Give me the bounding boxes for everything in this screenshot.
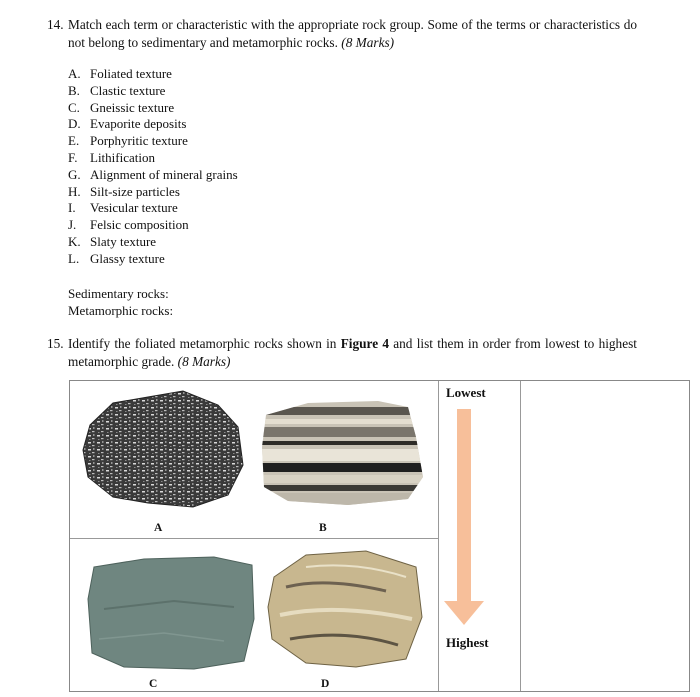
rock-a-image xyxy=(78,385,248,515)
lowest-label: Lowest xyxy=(446,385,486,400)
divider xyxy=(438,381,439,691)
term-item: D. Evaporite deposits xyxy=(68,116,187,132)
figure-reference: Figure 4 xyxy=(340,336,390,351)
divider xyxy=(70,538,438,539)
rock-d-image xyxy=(266,547,426,671)
term-item: H. Silt-size particles xyxy=(68,183,180,199)
term-item: J. Felsic composition xyxy=(68,217,189,233)
question-15-text: Identify the foliated metamorphic rocks shown in Figure 4 and list them in order from lowest to highest metamorphic grade. (8 Marks) xyxy=(68,336,637,369)
sedimentary-rocks-label: Sedimentary rocks: xyxy=(68,286,169,301)
question-14-prompt: Match each term or characteristic with the appropriate rock group. Some of the terms or characteristics do not belong to sedimentary and metamorphic rocks. xyxy=(68,17,637,50)
term-item: F. Lithification xyxy=(68,149,155,165)
term-item: G. Alignment of mineral grains xyxy=(68,166,238,182)
term-item: C. Gneissic texture xyxy=(68,99,175,115)
term-item: B. Clastic texture xyxy=(68,82,166,98)
metamorphic-rocks-label: Metamorphic rocks: xyxy=(68,302,174,318)
question-14-number: 14. xyxy=(47,17,64,32)
term-list xyxy=(68,66,238,268)
term-item: E. Porphyritic texture xyxy=(68,133,188,149)
divider xyxy=(520,381,521,691)
term-item: L. Glassy texture xyxy=(68,250,165,266)
question-15 xyxy=(47,335,637,371)
caption-c: C xyxy=(149,678,158,690)
caption-a: A xyxy=(154,522,163,534)
term-item: K. Slaty texture xyxy=(68,233,157,249)
rock-c-image xyxy=(84,549,256,673)
answer-labels xyxy=(68,286,173,319)
question-15-number: 15. xyxy=(47,336,64,351)
term-item: I. Vesicular texture xyxy=(68,200,178,216)
term-item: A. Foliated texture xyxy=(68,66,172,81)
question-15-marks: (8 Marks) xyxy=(177,354,231,369)
caption-b: B xyxy=(319,522,327,534)
question-14-text xyxy=(68,16,637,52)
rock-b-image xyxy=(258,397,428,509)
caption-d: D xyxy=(321,678,330,690)
highest-label: Highest xyxy=(446,635,489,650)
down-arrow-icon xyxy=(442,405,486,627)
figure-4 xyxy=(69,380,690,692)
question-14 xyxy=(47,16,637,52)
question-14-marks: (8 Marks) xyxy=(341,35,395,50)
